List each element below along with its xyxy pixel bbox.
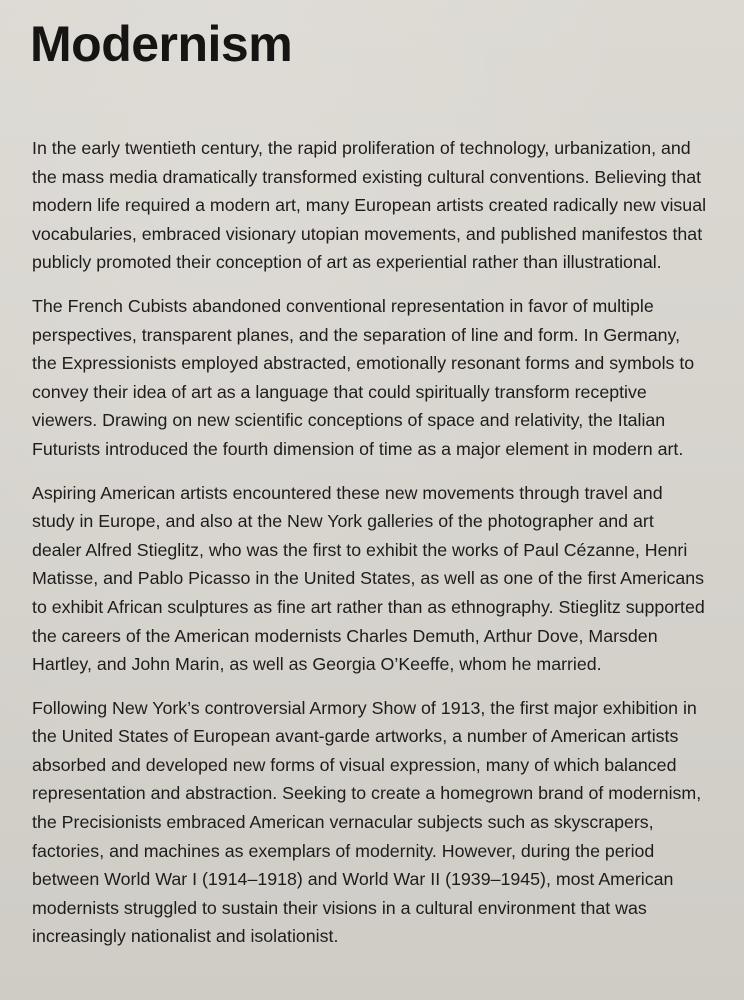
paragraph-intro: In the early twentieth century, the rapid proliferation of technology, urbanization, and the mass media dramatically transformed existing cultural conventions. Believing that modern life required a modern art, many European artists created radically new visual vocabularies, embraced visionary utopian movements, and published manifestos that publicly promoted their conception of art as experiential rather than illustrational. (32, 138, 707, 273)
paragraph-european-movements: The French Cubists abandoned conventional representation in favor of multiple perspectives, transparent planes, and the separation of line and form. In Germany, the Expressionists employed abstracted, emotionally resonant forms and symbols to convey their idea of art as a language that could spiritually transform receptive viewers. Drawing on new scientific conceptions of space and relativity, the Italian Futurists introduced the fourth dimension of time as a major element in modern art. (32, 295, 695, 459)
paragraph-american-artists: Aspiring American artists encountered these new movements through travel and study in Europe, and also at the New York galleries of the photographer and art dealer Alfred Stieglitz, who was the first to exhibit the works of Paul Cézanne, Henri Matisse, and Pablo Picasso in the United States, as well as one of the first Americans to exhibit African sculptures as fine art rather than as ethnography. Stieglitz supported the careers of the American modernists Charles Demuth, Arthur Dove, Marsden Hartley, and John Marin, as well as Georgia O’Keeffe, whom he married. (32, 482, 705, 675)
panel-title: Modernism (30, 16, 293, 72)
paragraph-armory-show: Following New York’s controversial Armory Show of 1913, the first major exhibition in the United States of European avant-garde artworks, a number of American artists absorbed and developed new forms of visual expression, many of which balanced representation and abstraction. Seeking to create a homegrown brand of modernism, the Precisionists embraced American vernacular subjects such as skyscrapers, factories, and machines as exemplars of modernity. However, during the period between World War I (1914–1918) and World War II (1939–1945), most American modernists struggled to sustain their visions in a cultural environment that was increasingly nationalist and isolationist. (32, 697, 702, 947)
panel-body (32, 134, 708, 966)
